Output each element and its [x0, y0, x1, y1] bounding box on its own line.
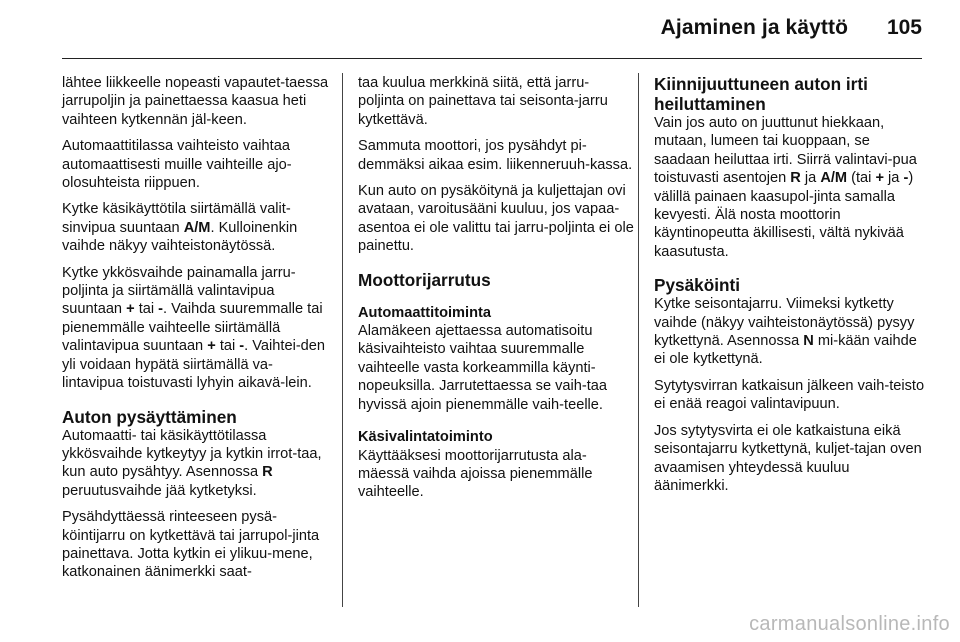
- heading-moottorijarrutus: Moottorijarrutus: [358, 269, 491, 290]
- subheading-automaattitoiminta: Automaattitoiminta: [358, 304, 491, 321]
- column-3: [654, 74, 926, 503]
- page-number: 105: [886, 16, 922, 39]
- paragraph: Kytke ykkösvaihde painamalla jarru-poljinta ja siirtämällä valintavipua suuntaan + tai -. Vaihda suuremmalle tai pienemmälle vaihteelle siirtämällä valintavipua suuntaan + tai -. Vaihtei-den yli voidaan hypätä siirtämällä va-lintavipua toistuvasti lyhyin aikavä-lein.: [62, 264, 326, 392]
- column-divider-2: [638, 73, 639, 607]
- section-title: Ajaminen ja käyttö: [660, 16, 848, 39]
- paragraph: Alamäkeen ajettaessa automatisoitu käsivaihteisto vaihtaa suuremmalle vaihteelle vasta korkeammilla käynti-nopeuksilla. Jarrutettaessa se vaih-taa hyvissä ajoin pienemmälle vaih-teelle.: [358, 323, 608, 413]
- paragraph: Sytytysvirran katkaisun jälkeen vaih-teisto ei enää reagoi valintavipuun.: [654, 377, 925, 413]
- paragraph: Kytke seisontajarru. Viimeksi kytketty vaihde (näkyy vaihteistonäytössä) pysyy kytkettynä. Asennossa N mi-kään vaihde ei ole kytkettynä.: [654, 296, 917, 368]
- paragraph: Automaatti- tai käsikäyttötilassa ykkösvaihde kytkeytyy ja kytkin irrot-taa, kun auto pysähtyy. Asennossa R peruutusvaihde jää kytketyksi.: [62, 427, 322, 499]
- paragraph: taa kuulua merkkinä siitä, että jarru-poljinta on painettava tai seisonta-jarru kytkettävä.: [358, 75, 608, 128]
- subheading-kasivalintatoiminto: Käsivalintatoiminto: [358, 429, 493, 446]
- paragraph: Käyttääksesi moottorijarrutusta ala-mäessä vaihda ajoissa pienemmälle vaihteelle.: [358, 447, 593, 501]
- paragraph: Sammuta moottori, jos pysähdyt pi-demmäksi aikaa esim. liikenneruuh-kassa.: [358, 138, 633, 173]
- heading-auton-pysayttaminen: Auton pysäyttäminen: [62, 406, 237, 427]
- paragraph: Kytke käsikäyttötila siirtämällä valit-sinvipua suuntaan A/M. Kulloinenkin vaihde näkyy vaihteistonäytössä.: [62, 201, 298, 255]
- paragraph: Kun auto on pysäköitynä ja kuljettajan ovi avataan, varoitusääni kuuluu, jos vapaa-asentoa ei ole valittu tai jarru-poljinta ei ole painettu.: [358, 183, 634, 255]
- paragraph: lähtee liikkeelle nopeasti vapautet-taessa jarrupoljin ja painettaessa kaasua heti vaihteen kytkennän jäl-keen.: [62, 75, 329, 128]
- page-header: [0, 0, 960, 56]
- header-rule: [62, 58, 922, 59]
- paragraph: Jos sytytysvirta ei ole katkaistuna eikä seisontajarru kytkettynä, kuljet-tajan oven avaamisen yhteydessä kuuluu äänimerkki.: [654, 422, 922, 494]
- heading-pysakointi: Pysäköinti: [654, 275, 740, 296]
- column-1: [62, 74, 330, 590]
- paragraph: Automaattitilassa vaihteisto vaihtaa automaattisesti muille vaihteille ajo-olosuhteista riippuen.: [62, 138, 292, 192]
- paragraph: Vain jos auto on juuttunut hiekkaan, mutaan, lumeen tai kuoppaan, se saadaan heiluttaa irti. Siirrä valintavi-pua toistuvasti asentojen R ja A/M (tai + ja -) välillä painaen kaasupol-jinta samalla kevyesti. Älä nosta moottorin käyntinopeutta äkillisesti, vältä nykivää kaasutusta.: [654, 115, 917, 260]
- watermark: carmanualsonline.info: [749, 613, 950, 635]
- heading-kiinnijuuttuneen-auton: Kiinnijuuttuneen auton irti heiluttaminen: [654, 74, 868, 114]
- column-2: [358, 74, 634, 510]
- paragraph: Pysähdyttäessä rinteeseen pysä-köintijarru on kytkettävä tai jarrupol-jinta painettava. Jotta kytkin ei ylikuu-mene, katkonainen äänimerkki saat-: [62, 509, 320, 581]
- column-divider-1: [342, 73, 343, 607]
